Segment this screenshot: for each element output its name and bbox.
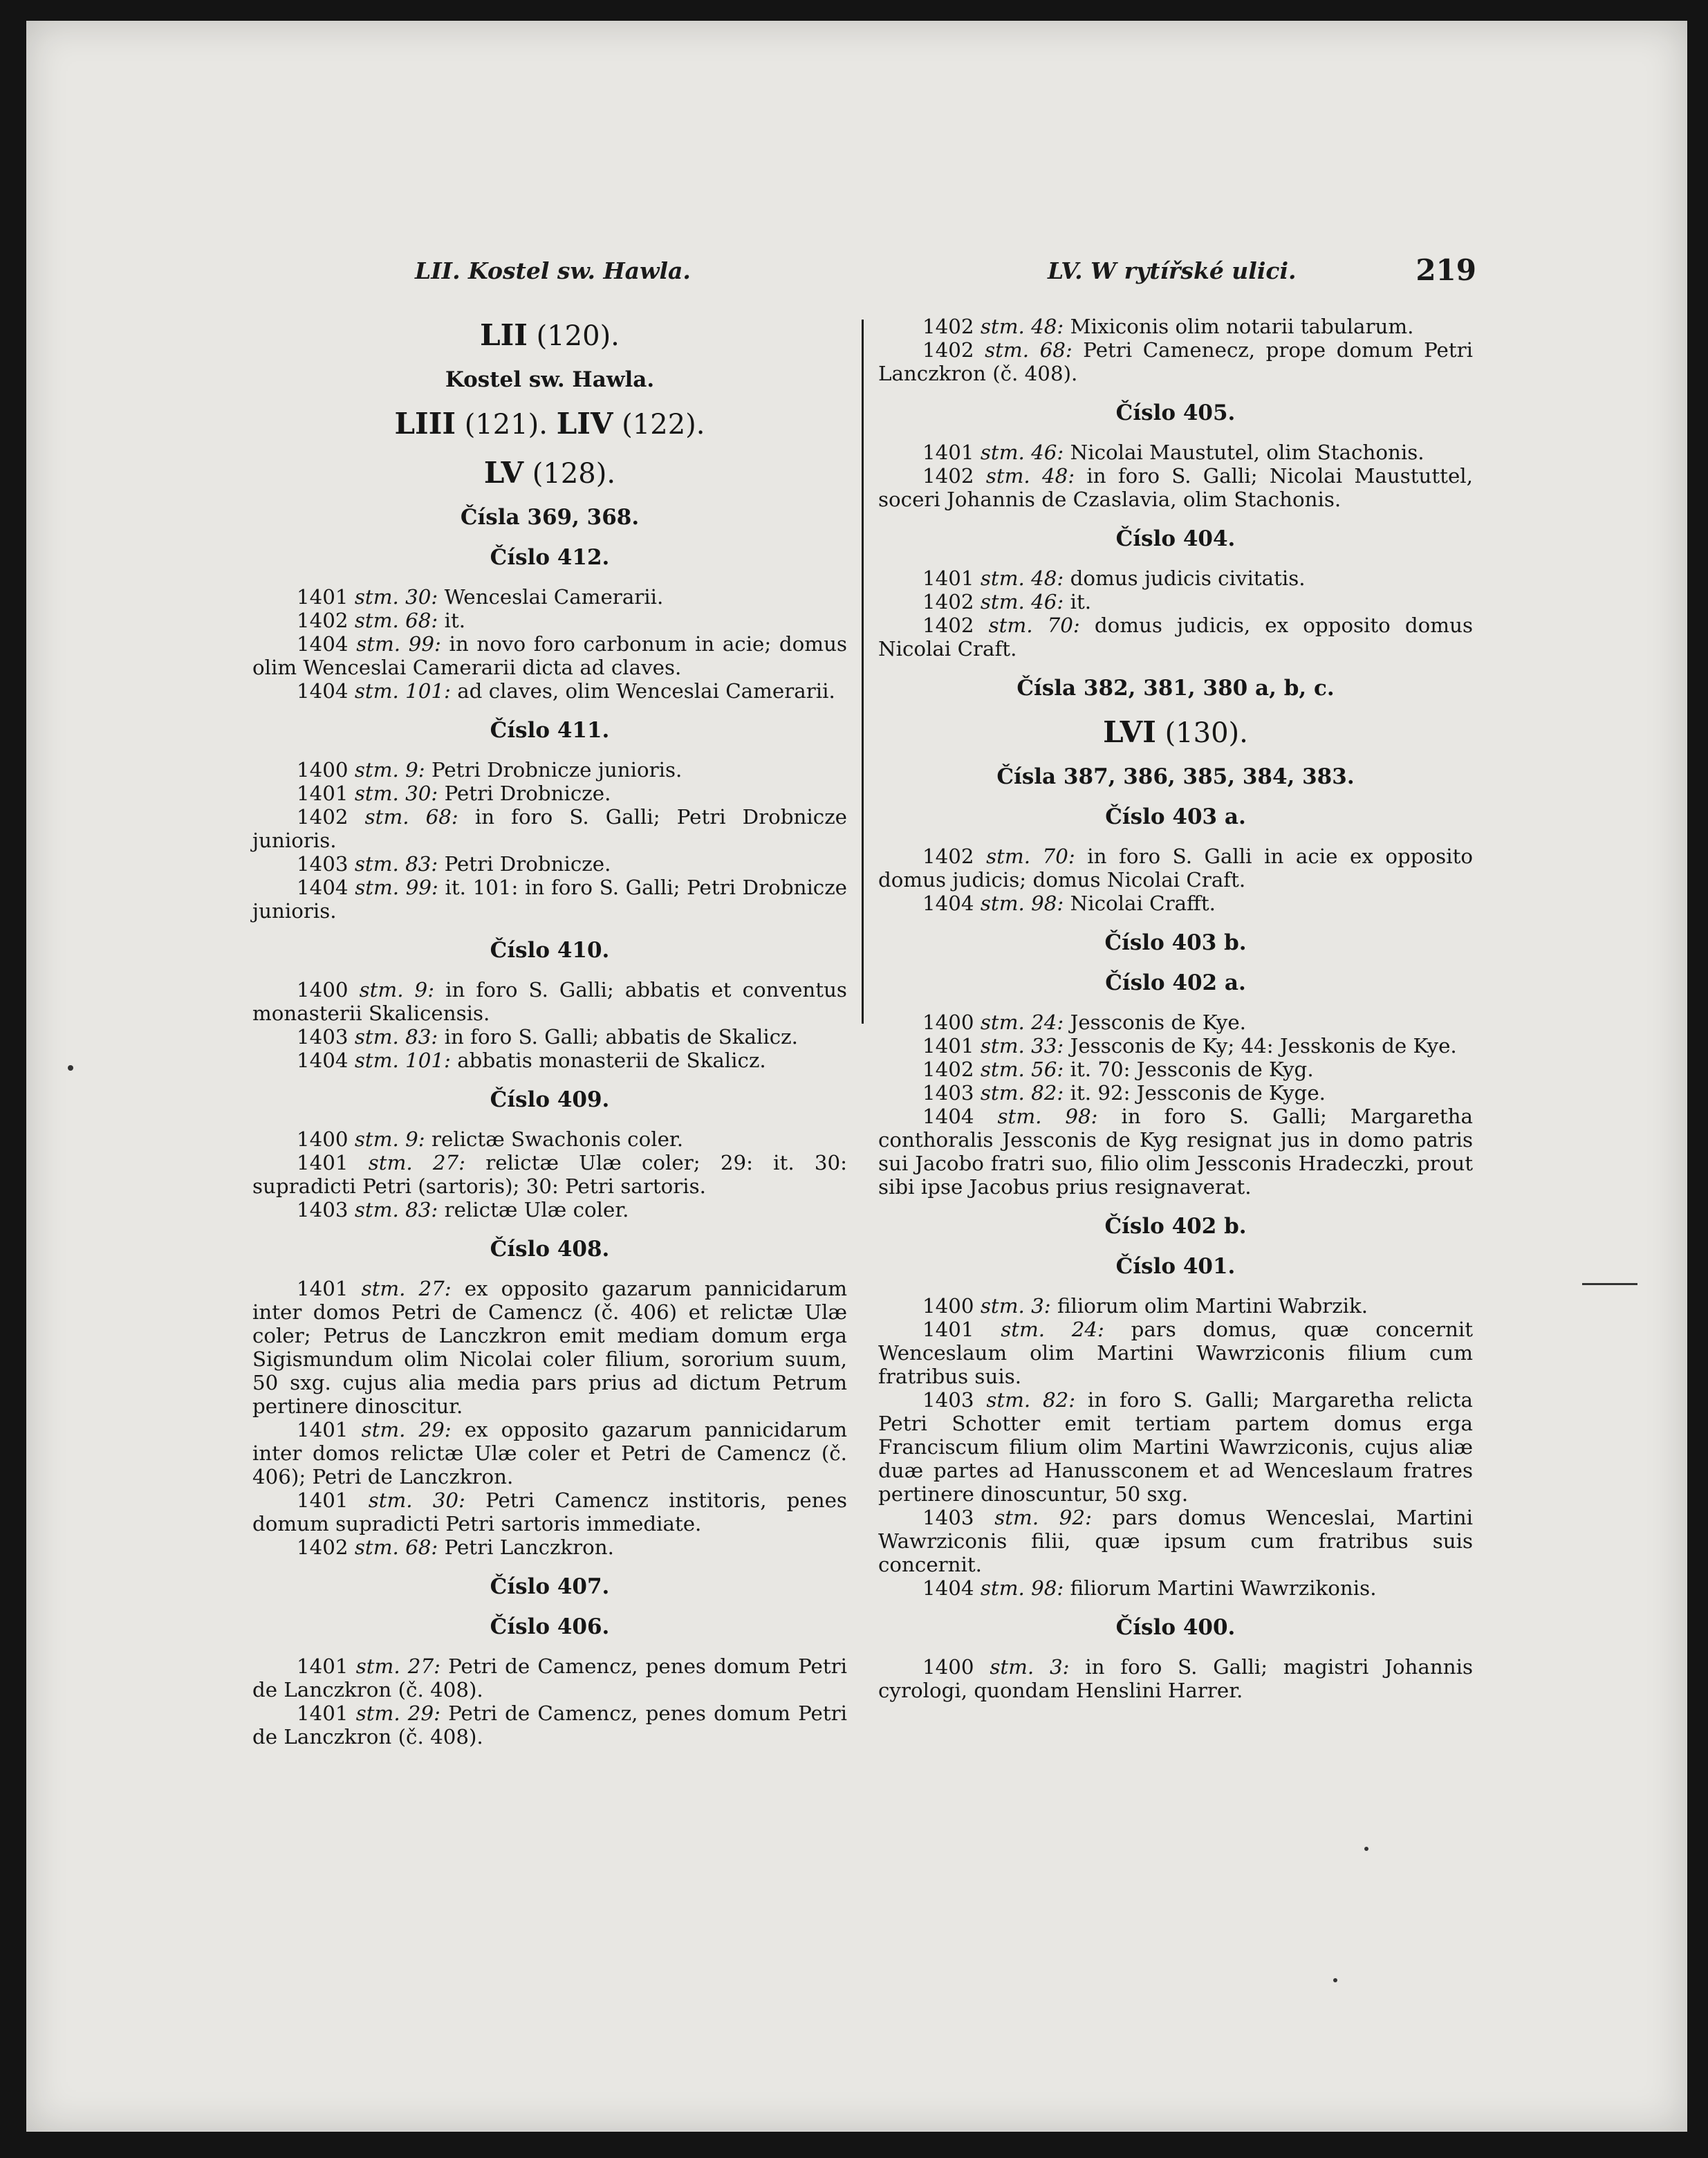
entry-text: relictæ Ulæ coler. [438,1197,629,1221]
entry-text: it. 92: Jessconis de Kyge. [1064,1081,1326,1105]
entry-year: 1401 [922,1034,974,1058]
record-entry [252,1536,847,1559]
entry-text: Petri Drobnicze junioris. [425,757,683,782]
entry-text: it. 101: in foro S. Galli; Petri Drobnicze junioris. [252,875,847,923]
record-entry [878,1011,1473,1034]
section-roman-numeral: LV [483,455,524,490]
entry-text: relictæ Swachonis coler. [425,1127,684,1151]
entry-stm-reference: stm. 70: [986,845,1075,869]
entry-stm-reference: stm. 83: [354,1197,438,1221]
entry-text: Petri Camencz institoris, penes domum supradicti Petri sartoris immediate. [252,1488,847,1536]
entry-year: 1403 [922,1081,974,1105]
record-entry [878,1105,1473,1199]
entry-text: it. [1064,590,1092,614]
entry-text: in novo foro carbonum in acie; domus olim Wenceslai Camerarii dicta ad claves. [252,631,847,679]
entry-stm-reference: stm. 99: [355,875,438,899]
entry-text: in foro S. Galli; Nicolai Maustuttel, soceri Johannis de Czaslavia, olim Stachonis. [878,464,1473,511]
number-heading: Číslo 407. [490,1574,610,1599]
section-number: (121). [456,409,557,441]
left-column [252,315,847,1749]
entry-text: in foro S. Galli; Margaretha relicta Petri Schotter emit tertiam partem domus erga Franciscum filium olim Martini Wawrziconis, cujus aliæ duæ partes ad Hanussconem et ad Wenceslaum fratres pertinere dinoscuntur, 50 sxg. [878,1388,1473,1506]
entry-year: 1402 [297,1535,349,1559]
entry-year: 1402 [922,845,974,869]
entry-text: domus judicis, ex opposito domus Nicolai Craft. [878,614,1473,661]
record-entry [878,1034,1473,1058]
record-entry [878,315,1473,338]
entry-stm-reference: stm. 82: [980,1081,1064,1105]
entry-stm-reference: stm. 68: [354,1535,438,1559]
record-entry [878,1318,1473,1388]
section-heading [878,716,1473,749]
speck-mark [68,1065,73,1071]
entry-text: in foro S. Galli; abbatis et conventus monasterii Skalicensis. [252,977,847,1025]
entry-stm-reference: stm. 9: [359,977,435,1002]
entry-year: 1400 [922,1011,974,1035]
entry-stm-reference: stm. 83: [354,1024,438,1049]
entry-text: filiorum olim Martini Wabrzik. [1050,1294,1368,1318]
record-entry [252,1654,847,1702]
entry-stm-reference: stm. 24: [1001,1318,1104,1342]
entry-text: Petri Camenecz, prope domum Petri Lanczkron (č. 408). [878,338,1473,385]
number-heading: Číslo 410. [490,937,610,963]
entry-stm-reference: stm. 101: [354,1048,451,1072]
entry-text: relictæ Ulæ coler; 29: it. 30: supradicti Petri (sartoris); 30: Petri sartoris. [252,1150,847,1198]
entry-year: 1402 [297,804,349,829]
entry-year: 1404 [297,875,349,899]
entry-stm-reference: stm. 9: [354,1127,425,1151]
entry-text: domus judicis civitatis. [1064,566,1306,590]
entry-text: ad claves, olim Wenceslai Camerarii. [450,679,835,703]
record-entry [878,1388,1473,1506]
entry-text: Jessconis de Ky; 44: Jesskonis de Kye. [1064,1034,1457,1058]
section-roman-numeral: LIV [556,407,613,441]
entry-stm-reference: stm. 30: [368,1488,465,1512]
entry-year: 1401 [297,1488,349,1512]
entry-stm-reference: stm. 82: [986,1388,1076,1412]
section-heading [252,456,847,490]
entry-year: 1401 [297,584,349,609]
number-heading: Číslo 403 a. [1105,804,1246,830]
entry-text: Nicolai Crafft. [1064,892,1216,916]
entry-stm-reference: stm. 29: [355,1701,440,1725]
entry-text: ex opposito gazarum pannicidarum inter domos Petri de Camencz (č. 406) et relictæ Ulæ coler; Petrus de Lanczkron emit mediam domum erga Sigismundum olim Nicolai coler filium, sororium suum, 50 sxg. cujus alia media pars prius ad dictum Petrum pertinere dinoscitur. [252,1276,847,1418]
entry-stm-reference: stm. 9: [354,757,425,782]
record-entry [252,1418,847,1488]
number-heading: Číslo 404. [1115,526,1236,551]
running-head [415,253,1476,292]
entry-year: 1404 [922,1576,974,1601]
record-entry [878,441,1473,464]
speck-mark [1333,1978,1337,1982]
entry-stm-reference: stm. 56: [980,1058,1064,1082]
entry-year: 1402 [922,590,974,614]
entry-stm-reference: stm. 24: [980,1011,1064,1035]
number-heading: Číslo 409. [490,1087,610,1112]
entry-year: 1401 [297,1701,349,1725]
entry-year: 1402 [922,464,974,488]
section-number: (130). [1155,717,1248,749]
entry-text: filiorum Martini Wawrzikonis. [1064,1576,1377,1601]
section-number: (122). [613,409,705,441]
record-entry [252,876,847,923]
entry-year: 1404 [297,1048,349,1072]
entry-text: Petri de Camencz, penes domum Petri de Lanczkron (č. 408). [252,1654,847,1702]
entry-year: 1401 [297,1150,349,1174]
entry-year: 1400 [297,757,349,782]
record-entry [878,1506,1473,1576]
entry-year: 1400 [922,1655,974,1679]
right-column [878,315,1473,1702]
margin-dash-mark [1582,1283,1637,1285]
section-roman-numeral: LIII [394,407,456,441]
entry-year: 1404 [297,679,349,703]
entry-stm-reference: stm. 48: [980,566,1064,590]
entry-stm-reference: stm. 48: [985,464,1075,488]
record-entry [252,1198,847,1221]
entry-text: Jessconis de Kye. [1064,1011,1246,1035]
record-entry [252,758,847,782]
record-entry [878,845,1473,892]
record-entry [878,1576,1473,1600]
entry-text: in foro S. Galli; magistri Johannis cyrologi, quondam Henslini Harrer. [878,1655,1473,1703]
entry-year: 1401 [297,1276,349,1300]
number-heading: Číslo 405. [1115,400,1236,425]
entry-year: 1400 [297,977,349,1002]
entry-stm-reference: stm. 68: [364,804,458,829]
entry-year: 1404 [297,631,349,656]
section-heading [252,407,847,441]
entry-text: in foro S. Galli; Margaretha conthoralis Jessconis de Kyg resignat jus in domo patris sui Jacobo fratri suo, filio olim Jessconis Hradeczki, prout sibi ipse Jacobus prius resignaverat. [878,1105,1473,1199]
number-heading: Čísla 387, 386, 385, 384, 383. [996,764,1355,790]
entry-year: 1404 [922,1105,974,1129]
record-entry [252,609,847,632]
number-heading: Číslo 408. [490,1236,610,1262]
section-number: (120). [527,320,620,352]
entry-year: 1401 [297,1654,349,1678]
entry-stm-reference: stm. 68: [354,608,438,632]
entry-stm-reference: stm. 101: [354,679,451,703]
entry-text: Petri de Camencz, penes domum Petri de Lanczkron (č. 408). [252,1701,847,1749]
entry-text: Nicolai Maustutel, olim Stachonis. [1064,441,1424,464]
entry-text: Petri Drobnicze. [438,781,611,805]
section-roman-numeral: LII [480,318,528,352]
speck-mark [1364,1847,1368,1851]
record-entry [878,1294,1473,1318]
entry-year: 1401 [922,566,974,590]
entry-stm-reference: stm. 98: [980,1576,1064,1601]
section-number: (128). [523,457,616,490]
entry-stm-reference: stm. 70: [988,614,1080,637]
number-heading: Číslo 406. [490,1614,610,1639]
entry-stm-reference: stm. 29: [361,1417,452,1441]
record-entry [252,1127,847,1151]
entry-text: it. [438,608,466,632]
entry-year: 1403 [297,851,349,876]
entry-stm-reference: stm. 46: [980,590,1064,614]
section-roman-numeral: LVI [1103,715,1156,749]
record-entry [878,338,1473,385]
entry-text: Mixiconis olim notarii tabularum. [1064,315,1414,338]
number-heading: Kostel sw. Hawla. [445,367,655,393]
entry-stm-reference: stm. 99: [356,631,441,656]
record-entry [878,614,1473,661]
entry-text: in foro S. Galli; abbatis de Skalicz. [438,1024,798,1049]
entry-stm-reference: stm. 27: [361,1276,452,1300]
record-entry [252,1488,847,1536]
running-head-left: LII. Kostel sw. Hawla. [415,257,691,284]
entry-year: 1402 [297,608,349,632]
entry-year: 1402 [922,614,974,637]
record-entry [252,1151,847,1198]
record-entry [252,1025,847,1049]
entry-stm-reference: stm. 83: [354,851,438,876]
entry-stm-reference: stm. 27: [368,1150,466,1174]
column-divider [862,320,864,1024]
number-heading: Čísla 382, 381, 380 a, b, c. [1017,676,1335,701]
entry-year: 1400 [297,1127,349,1151]
entry-stm-reference: stm. 3: [980,1294,1051,1318]
record-entry [252,852,847,876]
entry-text: in foro S. Galli; Petri Drobnicze junioris. [252,804,847,852]
entry-year: 1403 [297,1024,349,1049]
entry-stm-reference: stm. 46: [980,441,1064,464]
entry-year: 1401 [922,1318,974,1342]
record-entry [252,679,847,703]
record-entry [878,566,1473,590]
running-head-right: LV. W rytířské ulici. [1048,257,1297,284]
entry-year: 1400 [922,1294,974,1318]
entry-text: pars domus Wenceslai, Martini Wawrziconis filii, quæ ipsum cum fratribus suis concernit. [878,1506,1473,1577]
entry-text: in foro S. Galli in acie ex opposito domus judicis; domus Nicolai Craft. [878,845,1473,892]
record-entry [252,1702,847,1749]
entry-text: Petri Lanczkron. [438,1535,614,1559]
entry-year: 1401 [297,1417,349,1441]
page-number: 219 [1415,253,1476,287]
number-heading: Číslo 402 a. [1105,970,1246,996]
entry-year: 1402 [922,1058,974,1082]
entry-stm-reference: stm. 92: [994,1506,1092,1530]
number-heading: Číslo 411. [490,717,610,743]
entry-year: 1403 [297,1197,349,1221]
record-entry [252,585,847,609]
entry-stm-reference: stm. 48: [980,315,1064,338]
record-entry [252,632,847,679]
entry-stm-reference: stm. 33: [980,1034,1064,1058]
entry-stm-reference: stm. 68: [985,338,1073,362]
record-entry [252,978,847,1025]
record-entry [252,1277,847,1418]
entry-text: abbatis monasterii de Skalicz. [450,1048,766,1072]
record-entry [878,590,1473,614]
number-heading: Číslo 400. [1115,1615,1236,1641]
record-entry [878,1081,1473,1105]
entry-stm-reference: stm. 30: [354,781,438,805]
record-entry [878,1058,1473,1081]
number-heading: Číslo 403 b. [1104,930,1247,956]
entry-text: ex opposito gazarum pannicidarum inter domos relictæ Ulæ coler et Petri de Camencz (č. 406); Petri de Lanczkron. [252,1417,847,1488]
entry-text: Petri Drobnicze. [438,851,611,876]
entry-year: 1401 [297,781,349,805]
number-heading: Čísla 369, 368. [460,504,640,530]
entry-year: 1403 [922,1506,974,1530]
number-heading: Číslo 412. [490,544,610,570]
record-entry [878,464,1473,511]
entry-year: 1404 [922,892,974,916]
entry-stm-reference: stm. 30: [354,584,438,609]
entry-stm-reference: stm. 3: [990,1655,1070,1679]
section-heading [252,319,847,352]
record-entry [878,1655,1473,1702]
record-entry [252,805,847,852]
record-entry [878,892,1473,915]
number-heading: Číslo 401. [1115,1254,1236,1280]
entry-year: 1402 [922,315,974,338]
record-entry [252,1049,847,1072]
entry-year: 1401 [922,441,974,464]
entry-year: 1403 [922,1388,974,1412]
entry-stm-reference: stm. 98: [980,892,1064,916]
entry-text: Wenceslai Camerarii. [438,584,664,609]
entry-stm-reference: stm. 98: [997,1105,1098,1129]
number-heading: Číslo 402 b. [1104,1214,1247,1239]
record-entry [252,782,847,805]
entry-text: pars domus, quæ concernit Wenceslaum olim Martini Wawrziconis filium cum fratribus suis. [878,1318,1473,1389]
entry-stm-reference: stm. 27: [355,1654,440,1678]
entry-year: 1402 [922,338,974,362]
entry-text: it. 70: Jessconis de Kyg. [1064,1058,1314,1082]
